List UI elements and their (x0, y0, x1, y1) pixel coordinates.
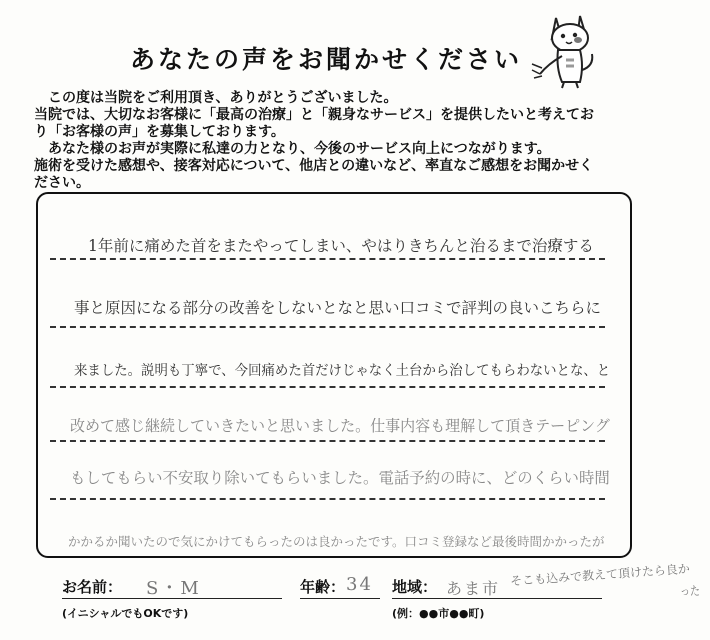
cat-mascot-illustration (528, 8, 608, 90)
name-label: お名前： (62, 578, 123, 596)
handwritten-comment-line: 来ました。説明も丁寧で、今回痛めた首だけじゃなく土台から治してもらわないとな、と (74, 363, 611, 379)
handwritten-comment-line: もしてもらい不安取り除いてもらいました。電話予約の時に、どのくらい時間 (70, 469, 610, 487)
writing-line (50, 440, 605, 442)
intro-line: この度は当院をご利用頂き、ありがとうございました。 (48, 90, 398, 106)
name-value: S・M (146, 578, 201, 599)
area-label: 地域： (392, 578, 438, 596)
name-underline (62, 598, 282, 599)
writing-line (50, 258, 605, 260)
age-value: 34 (346, 574, 373, 595)
age-label: 年齢： (300, 578, 346, 596)
intro-line: ださい。 (34, 175, 90, 191)
writing-line (50, 498, 605, 500)
handwritten-overflow-note: った (680, 584, 701, 598)
intro-text (34, 90, 634, 192)
handwritten-comment-line: 1年前に痛めた首をまたやってしまい、やはりきちんと治るまで治療する (88, 237, 594, 255)
handwritten-overflow-note: そこも込みで教えて頂けたら良か (509, 561, 691, 589)
handwritten-comment-line: かかるか聞いたので気にかけてもらったのは良かったです。口コミ登録など最後時間かかったが (68, 534, 605, 549)
handwritten-comment-line: 事と原因になる部分の改善をしないとなと思い口コミで評判の良いこちらに (74, 299, 602, 317)
area-underline (392, 598, 602, 599)
intro-line: 施術を受けた感想や、接客対応について、他店との違いなど、率直なご感想をお聞かせく (34, 158, 594, 174)
age-underline (300, 598, 380, 599)
handwritten-comment-line: 改めて感じ継続していきたいと思いました。仕事内容も理解して頂きテーピング (70, 417, 610, 435)
writing-line (50, 386, 605, 388)
intro-line: あなた様のお声が実際に私達の力となり、今後のサービス向上につながります。 (48, 141, 551, 157)
intro-line: り「お客様の声」を募集しております。 (34, 124, 285, 140)
area-value: あま市 (446, 579, 501, 598)
page-title: あなたの声をお聞かせください (130, 45, 523, 74)
area-example: (例：●●市●●町) (392, 607, 485, 620)
initial-note: (イニシャルでもOKです) (62, 607, 189, 620)
writing-line (50, 326, 605, 328)
intro-line: 当院では、大切なお客様に「最高の治療」と「親身なサービス」を提供したいと考えてお (34, 107, 594, 123)
